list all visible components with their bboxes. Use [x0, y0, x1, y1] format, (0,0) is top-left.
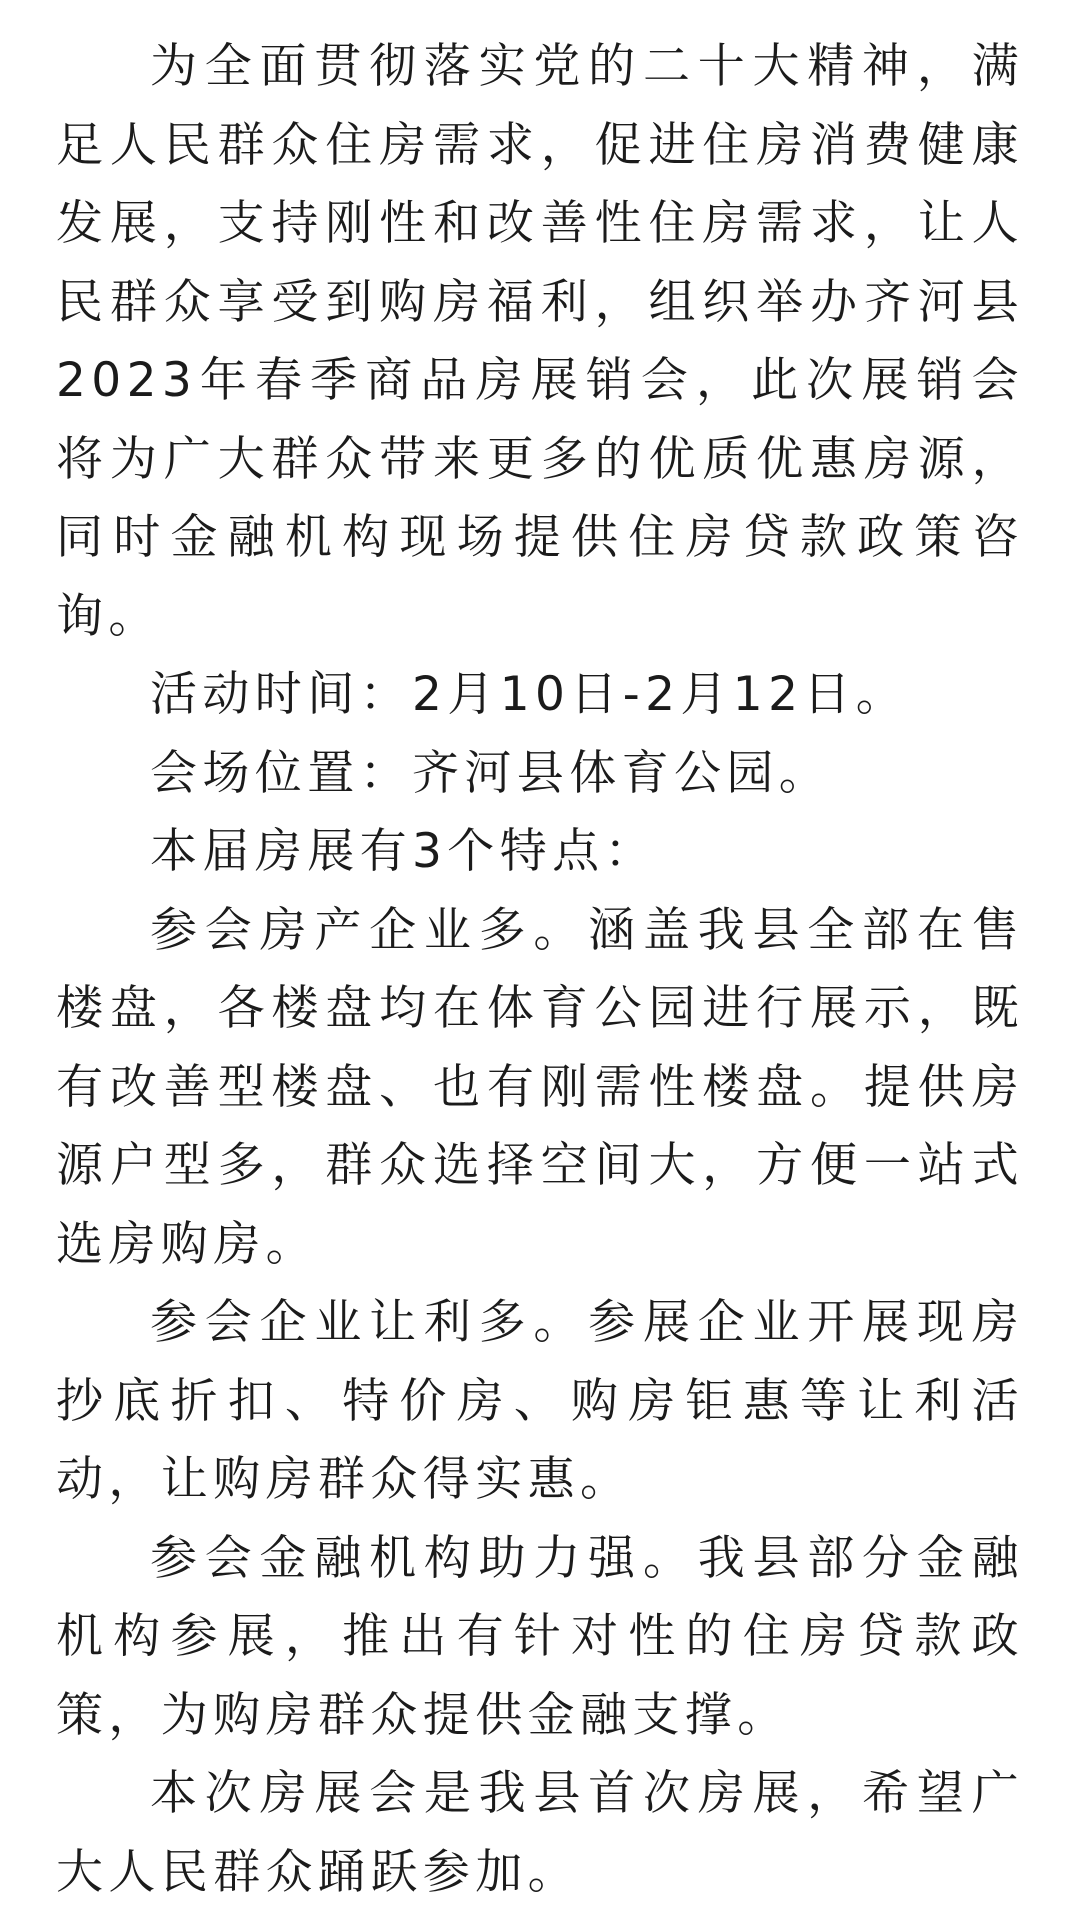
paragraph-closing: 本次房展会是我县首次房展，希望广大人民群众踊跃参加。: [56, 1766, 1024, 1900]
paragraph-intro: 为全面贯彻落实党的二十大精神，满足人民群众住房需求，促进住房消费健康发展，支持刚性和改善性住房需求，让人民群众享受到购房福利，组织举办齐河县2023年春季商品房展销会，此次展销会将为广大群众带来更多的优质优惠房源，同时金融机构现场提供住房贷款政策咨询。: [56, 39, 1024, 644]
paragraph-feature-discounts: 参会企业让利多。参展企业开展现房抄底折扣、特价房、购房钜惠等让利活动，让购房群众得实惠。: [56, 1295, 1024, 1507]
paragraph-feature-developers: 参会房产企业多。涵盖我县全部在售楼盘，各楼盘均在体育公园进行展示，既有改善型楼盘、也有刚需性楼盘。提供房源户型多，群众选择空间大，方便一站式选房购房。: [56, 902, 1024, 1272]
paragraph-event-time: 活动时间：2月10日-2月12日。: [150, 667, 909, 722]
paragraph-feature-finance: 参会金融机构助力强。我县部分金融机构参展，推出有针对性的住房贷款政策，为购房群众提供金融支撑。: [56, 1530, 1024, 1743]
paragraph-features-heading: 本届房展有3个特点：: [150, 824, 657, 879]
paragraph-venue: 会场位置：齐河县体育公园。: [150, 745, 832, 801]
article-body: [56, 28, 1024, 1912]
